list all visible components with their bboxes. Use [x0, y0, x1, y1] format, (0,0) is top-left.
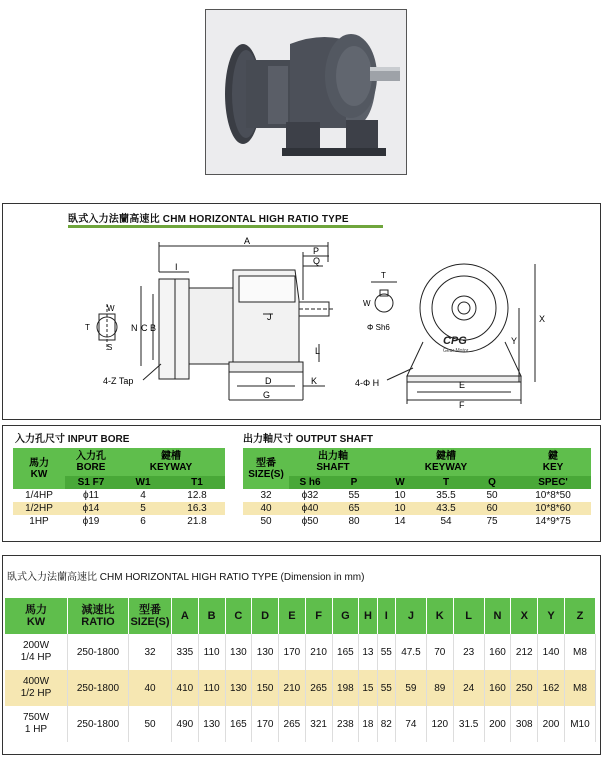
cell: 110	[198, 670, 225, 706]
cell: 212	[511, 634, 538, 670]
label-b: B	[150, 323, 157, 333]
hdr-size	[129, 598, 172, 634]
label-t1: T	[85, 323, 90, 332]
product-photo	[205, 9, 407, 175]
cell: 23	[453, 634, 484, 670]
cell: 321	[305, 706, 332, 742]
hdr-c: C	[225, 598, 252, 634]
table-row	[5, 670, 596, 706]
label-sh6: Φ Sh6	[367, 323, 390, 332]
cell: 54	[440, 516, 452, 527]
hdr-keyway-en: KEYWAY	[424, 462, 468, 473]
hdr-key	[515, 448, 591, 476]
sub-s1f7: S1 F7	[77, 477, 105, 488]
hdr-i: I	[377, 598, 395, 634]
hdr-key-cn: 鍵	[548, 451, 558, 462]
hdr-z: Z	[564, 598, 595, 634]
cell: 70	[426, 634, 453, 670]
brand-logo: CPG	[443, 335, 467, 347]
hdr-keyway-cn: 鍵槽	[161, 451, 181, 462]
label-q: Q	[313, 256, 321, 266]
hdr-ratio	[68, 598, 129, 634]
cell: 1/2HP	[25, 503, 53, 514]
cell: 35.5	[436, 490, 456, 501]
cell: 6	[140, 516, 146, 527]
cell: 10*8*50	[535, 490, 571, 501]
label-d: D	[265, 376, 272, 386]
cell: 75	[486, 516, 498, 527]
cell-power	[5, 706, 68, 742]
hdr-keyway-en: KEYWAY	[149, 462, 193, 473]
label-e: E	[459, 380, 466, 390]
cell: ϕ40	[301, 503, 319, 514]
hdr-bore	[65, 448, 117, 476]
cell: 12.8	[187, 490, 207, 501]
hdr-power	[5, 598, 68, 634]
cell: 140	[538, 634, 565, 670]
hdr-keyway	[117, 448, 225, 476]
label-i: I	[175, 262, 178, 272]
dimensions-title: 臥式入力法蘭高速比 CHM HORIZONTAL HIGH RATIO TYPE (Dimension in mm)	[7, 572, 365, 583]
cell: 130	[198, 706, 225, 742]
output-shaft-title: 出力軸尺寸 OUTPUT SHAFT	[243, 434, 373, 445]
cell: 130	[225, 634, 252, 670]
cell: 31.5	[453, 706, 484, 742]
cell: 250	[511, 670, 538, 706]
cell-hp: 1/2 HP	[20, 688, 52, 699]
hdr-g: G	[332, 598, 359, 634]
label-tap: 4-Z Tap	[103, 376, 134, 386]
hdr-bore-en: BORE	[76, 462, 106, 473]
sub-w1: W1	[135, 477, 151, 488]
cell-power	[5, 634, 68, 670]
table-row	[13, 489, 225, 502]
cell: 170	[252, 706, 279, 742]
cell-hp: 1/4 HP	[20, 652, 52, 663]
cell: 14*9*75	[535, 516, 571, 527]
hdr-ratio-en: RATIO	[81, 616, 115, 628]
hdr-size-en: SIZE(S)	[248, 468, 284, 480]
hdr-shaft-en: SHAFT	[316, 462, 350, 473]
cell: ϕ32	[301, 490, 319, 501]
hdr-y: Y	[538, 598, 565, 634]
label-l: L	[315, 346, 321, 356]
cell: 21.8	[187, 516, 207, 527]
cell: 210	[279, 670, 306, 706]
cell-kw: 750W	[22, 712, 50, 723]
cell: 55	[377, 634, 395, 670]
label-w: W	[363, 299, 371, 308]
hdr-x: X	[511, 598, 538, 634]
label-c: C	[141, 323, 148, 333]
cell: 110	[198, 634, 225, 670]
cell: 490	[172, 706, 199, 742]
cell-size: 32	[129, 634, 172, 670]
dimension-drawing-panel	[2, 203, 601, 420]
cell: 170	[279, 634, 306, 670]
label-w1: W	[107, 304, 115, 313]
label-k: K	[311, 376, 318, 386]
cell: 335	[172, 634, 199, 670]
cell: M10	[564, 706, 595, 742]
hdr-size-cn: 型番	[256, 457, 276, 469]
sub-p: P	[350, 477, 358, 488]
cell: 200	[538, 706, 565, 742]
label-hole: 4-Φ H	[355, 378, 380, 388]
cell: 24	[453, 670, 484, 706]
hdr-e: E	[279, 598, 306, 634]
cell: 162	[538, 670, 565, 706]
cell-size: 40	[129, 670, 172, 706]
cell: 59	[395, 670, 426, 706]
cell: 15	[359, 670, 377, 706]
hdr-l: L	[453, 598, 484, 634]
cell: 5	[140, 503, 146, 514]
table-row	[243, 515, 591, 528]
label-p: P	[313, 246, 320, 256]
cell-kw: 200W	[22, 640, 50, 651]
cell: 1HP	[29, 516, 49, 527]
table-row	[243, 502, 591, 515]
cell: 80	[348, 516, 360, 527]
cell: 74	[395, 706, 426, 742]
cell: M8	[564, 670, 595, 706]
sub-q: Q	[488, 477, 496, 488]
hdr-j: J	[395, 598, 426, 634]
hdr-power-cn: 馬力	[25, 604, 47, 616]
cell: 265	[305, 670, 332, 706]
dimensions-panel	[2, 555, 601, 755]
output-shaft-table	[243, 448, 591, 528]
cell: 32	[260, 490, 272, 501]
cell: 160	[484, 670, 511, 706]
hdr-shaft-cn: 出力軸	[318, 451, 348, 462]
hdr-n: N	[484, 598, 511, 634]
cell: 18	[359, 706, 377, 742]
hdr-a: A	[172, 598, 199, 634]
cell: 200	[484, 706, 511, 742]
cell-ratio: 250-1800	[68, 670, 129, 706]
cell: 40	[260, 503, 272, 514]
sub-t1: T1	[191, 477, 203, 488]
cell: 50	[260, 516, 272, 527]
cell: 210	[305, 634, 332, 670]
cell: ϕ14	[82, 503, 100, 514]
cell: ϕ19	[82, 516, 100, 527]
cell: 130	[225, 670, 252, 706]
bore-shaft-panel	[2, 425, 601, 542]
hdr-h: H	[359, 598, 377, 634]
cell: 198	[332, 670, 359, 706]
table-row	[13, 502, 225, 515]
cell-hp: 1 HP	[24, 724, 48, 735]
table-row	[13, 515, 225, 528]
cell: 10*8*60	[535, 503, 571, 514]
label-a: A	[244, 236, 251, 246]
hdr-bore-cn: 入力孔	[76, 451, 106, 462]
hdr-key-en: KEY	[542, 462, 564, 473]
hdr-f: F	[305, 598, 332, 634]
hdr-ratio-cn: 減速比	[81, 604, 115, 616]
label-x: X	[539, 314, 546, 324]
sub-w: W	[395, 477, 405, 488]
cell-ratio: 250-1800	[68, 634, 129, 670]
cell: M8	[564, 634, 595, 670]
input-bore-title: 入力孔尺寸 INPUT BORE	[15, 434, 130, 445]
cell: 165	[332, 634, 359, 670]
cell: 55	[377, 670, 395, 706]
label-y: Y	[511, 336, 518, 346]
cell: 160	[484, 634, 511, 670]
dimensions-table	[5, 598, 596, 742]
drawing-title: 臥式入力法蘭高速比 CHM HORIZONTAL HIGH RATIO TYPE	[68, 214, 349, 225]
label-g: G	[263, 390, 271, 400]
hdr-power-en: KW	[30, 468, 48, 480]
technical-drawing	[3, 204, 600, 419]
cell: 65	[348, 503, 360, 514]
cell: 1/4HP	[25, 490, 53, 501]
label-n: N	[131, 323, 138, 333]
input-bore-table	[13, 448, 225, 528]
hdr-size-en: SIZE(S)	[130, 616, 170, 628]
hdr-power-en: KW	[26, 616, 46, 628]
cell: 410	[172, 670, 199, 706]
hdr-d: D	[252, 598, 279, 634]
gear-motor-image	[206, 10, 406, 174]
hdr-size-cn: 型番	[139, 604, 161, 616]
cell: ϕ11	[83, 490, 99, 501]
cell: 150	[252, 670, 279, 706]
hdr-k: K	[426, 598, 453, 634]
cell: 130	[252, 634, 279, 670]
cell: 13	[359, 634, 377, 670]
sub-sh6: S h6	[299, 477, 321, 488]
table-row	[243, 489, 591, 502]
hdr-power-cn: 馬力	[29, 457, 49, 469]
cell: 14	[394, 516, 406, 527]
cell: 89	[426, 670, 453, 706]
hdr-keyway	[377, 448, 515, 476]
label-f: F	[459, 400, 465, 410]
sub-t: T	[442, 477, 450, 488]
cell: 308	[511, 706, 538, 742]
cell: 10	[394, 503, 406, 514]
cell: 165	[225, 706, 252, 742]
cell: 43.5	[436, 503, 456, 514]
sub-spec: SPEC'	[538, 477, 568, 488]
cell: 120	[426, 706, 453, 742]
cell-size: 50	[129, 706, 172, 742]
cell: 265	[279, 706, 306, 742]
hdr-power	[13, 448, 65, 489]
hdr-keyway-cn: 鍵槽	[436, 451, 456, 462]
cell: 60	[486, 503, 498, 514]
cell: ϕ50	[301, 516, 319, 527]
cell-kw: 400W	[22, 676, 50, 687]
hdr-size	[243, 448, 289, 489]
label-s1: S	[107, 343, 113, 352]
cell: 238	[332, 706, 359, 742]
table-row	[5, 706, 596, 742]
cell: 4	[140, 490, 146, 501]
cell: 10	[394, 490, 406, 501]
brand-subtitle: Gear Motor	[443, 348, 469, 354]
hdr-shaft	[289, 448, 377, 476]
table-row	[5, 634, 596, 670]
cell: 50	[486, 490, 498, 501]
label-t: T	[381, 271, 386, 280]
cell: 16.3	[187, 503, 207, 514]
cell: 55	[348, 490, 360, 501]
cell: 82	[377, 706, 395, 742]
cell: 47.5	[395, 634, 426, 670]
cell-power	[5, 670, 68, 706]
hdr-b: B	[198, 598, 225, 634]
label-j: J	[267, 312, 272, 322]
cell-ratio: 250-1800	[68, 706, 129, 742]
